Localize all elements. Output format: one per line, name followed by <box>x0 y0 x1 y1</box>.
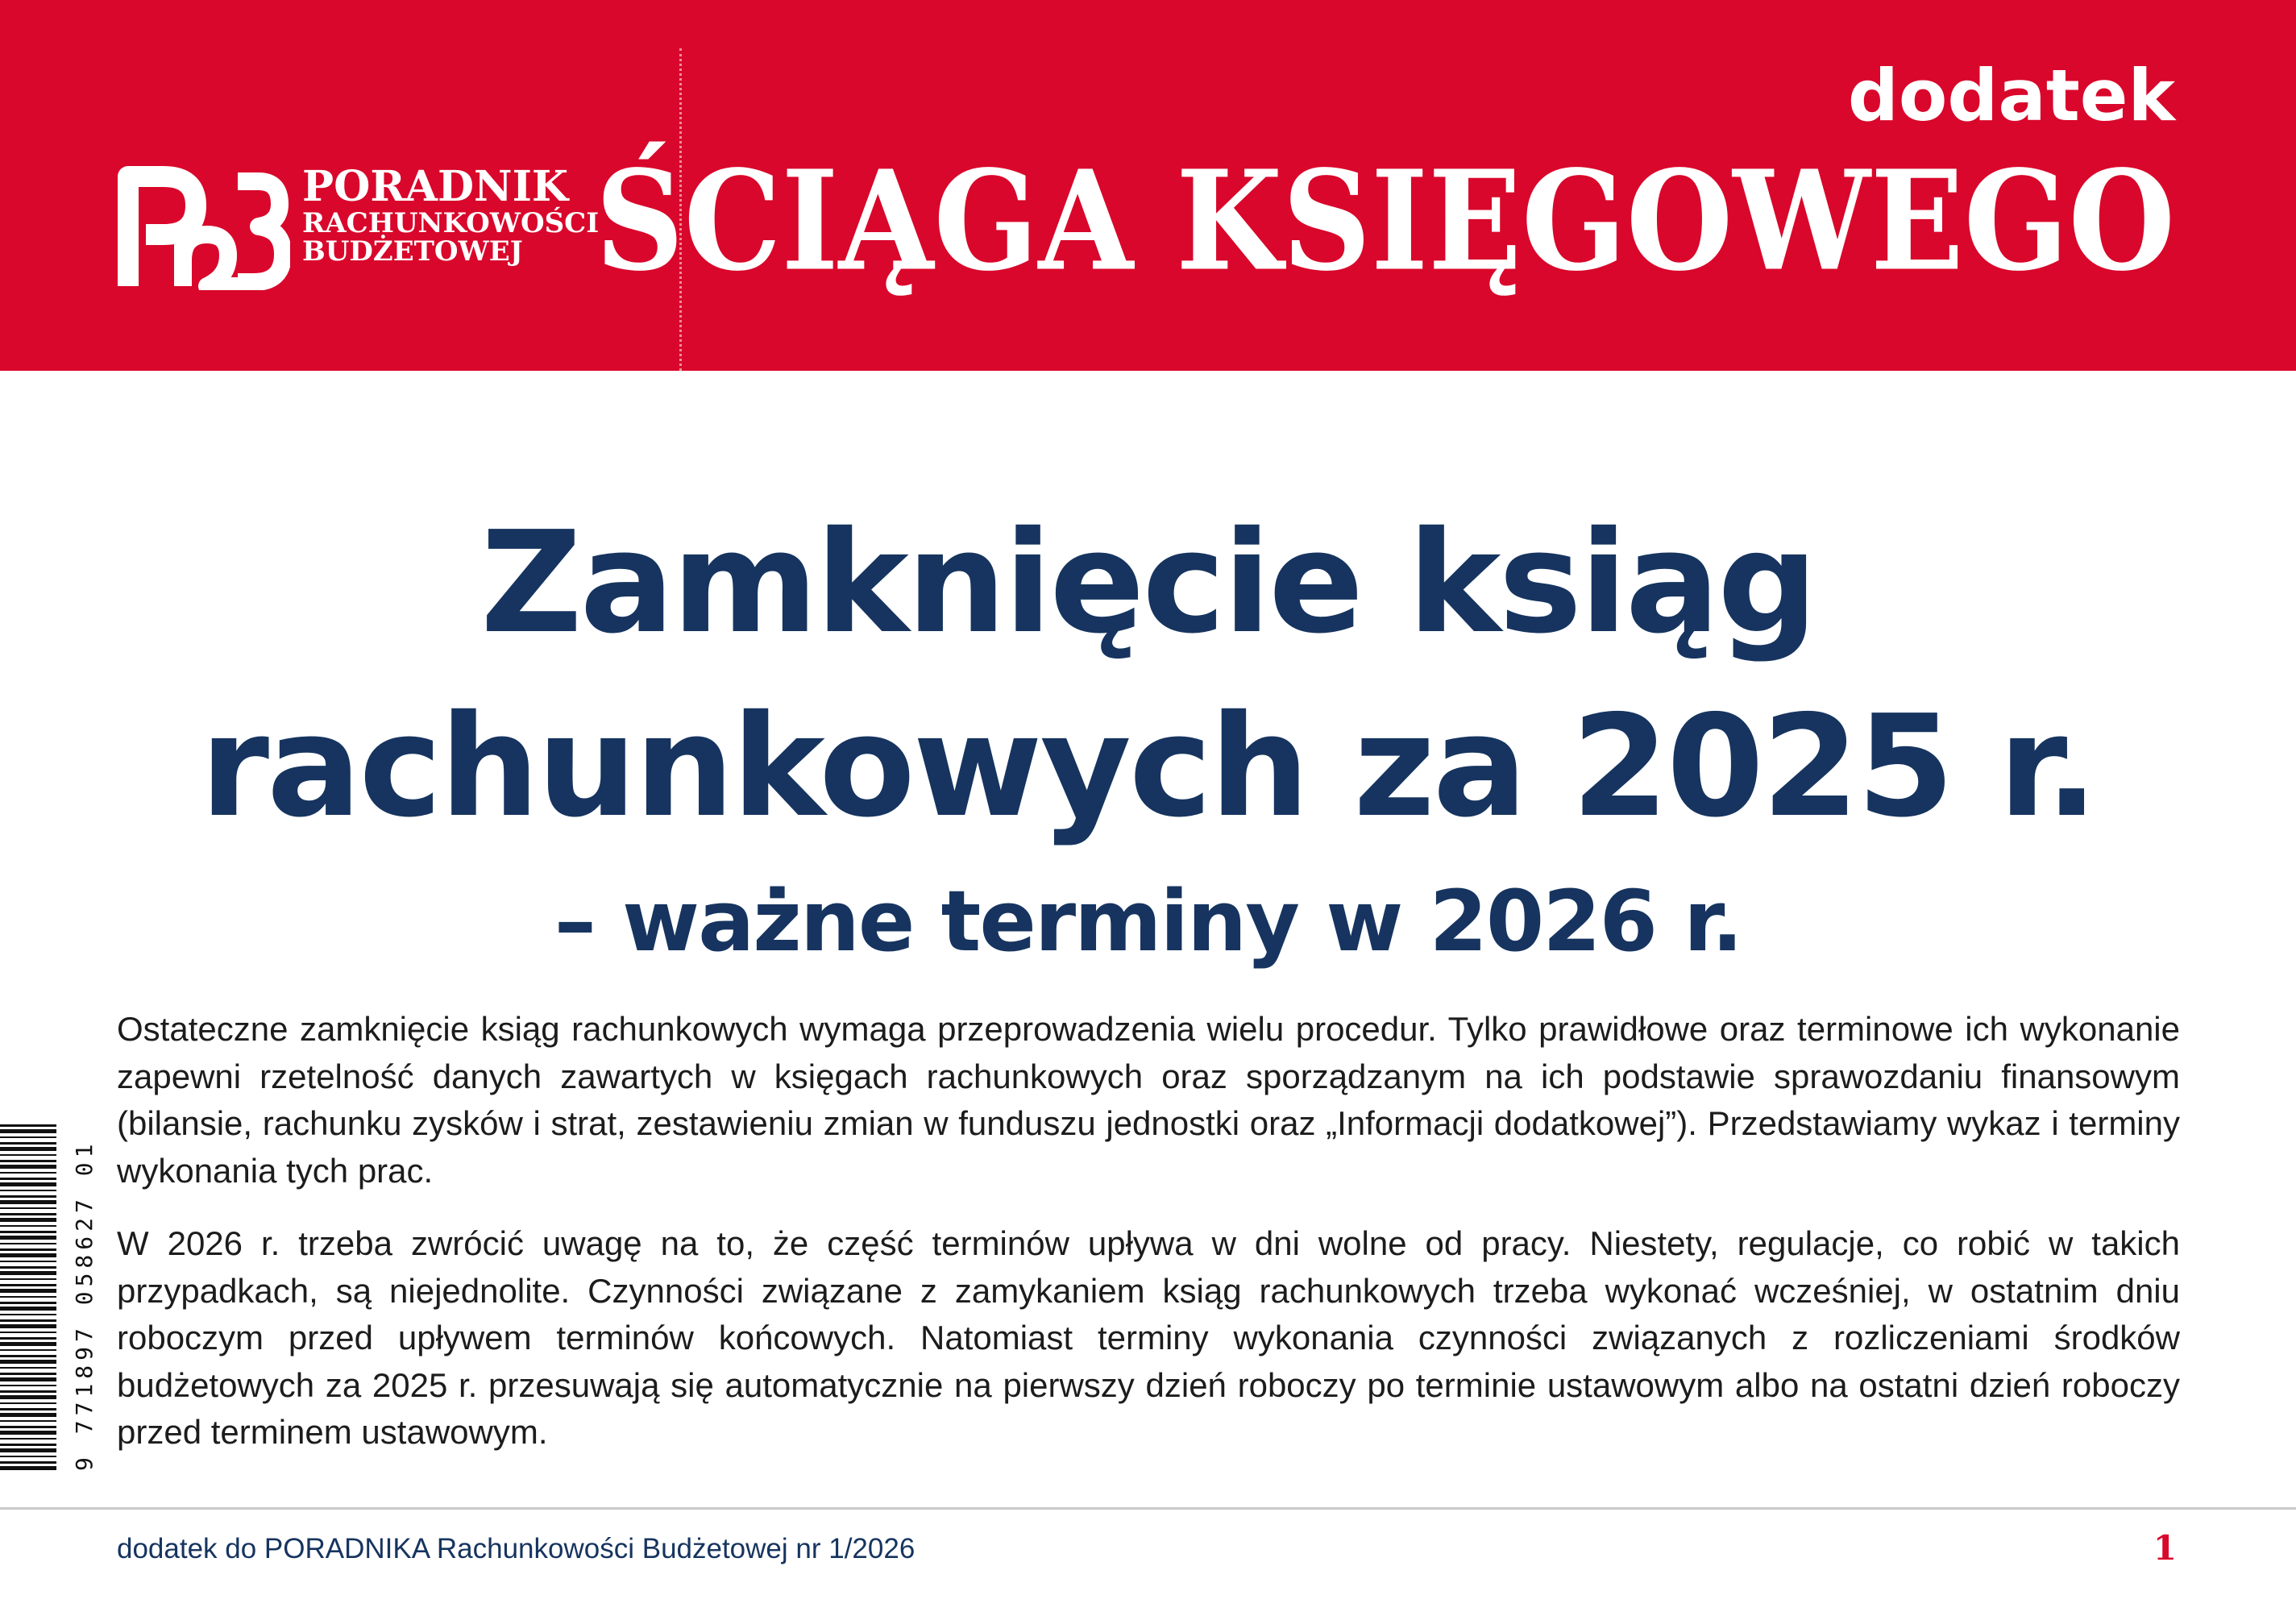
supplement-label: dodatek <box>1847 54 2175 137</box>
prb-logo-icon <box>117 165 290 290</box>
intro-text <box>117 1006 2180 1482</box>
page-headline <box>0 492 2296 982</box>
header-banner <box>0 0 2296 371</box>
headline-subtitle: – ważne terminy w 2026 r. <box>554 872 1742 970</box>
barcode <box>0 1124 56 1471</box>
logo-line-rachunkowosci: RACHUNKOWOŚCI <box>302 206 600 239</box>
publication-logo <box>302 162 600 268</box>
logo-line-poradnik: PORADNIK <box>302 162 569 211</box>
supplement-title: ŚCIĄGA KSIĘGOWEGO <box>595 139 2175 301</box>
footer-caption: dodatek do PORADNIKA Rachunkowości Budżetowej nr 1/2026 <box>117 1533 915 1564</box>
headline-line-1: Zamknięcie ksiąg <box>480 501 1816 665</box>
page-number: 1 <box>2153 1528 2177 1568</box>
footer-rule <box>0 1507 2296 1510</box>
intro-paragraph-1: Ostateczne zamknięcie ksiąg rachunkowych wymaga przeprowadzenia wielu procedur. Tylko prawidłowe oraz terminowe ich wykonanie zapewni rzetelność danych zawartych w księgach rachunkowych oraz sporządzanym na ich podstawie sprawozdaniu finansowym (bilansie, rachunku zysków i strat, zestawieniu zmian w funduszu jednostki oraz „Informacji dodatkowej”). Przedstawiamy wykaz i terminy wykonania tych prac. <box>117 1010 2180 1190</box>
intro-paragraph-2: W 2026 r. trzeba zwrócić uwagę na to, że część terminów upływa w dni wolne od pracy. Niestety, regulacje, co robić w takich przypadkach, są niejednolite. Czynności związane z zamykaniem ksiąg rachunkowych trzeba wykonać wcześniej, w ostatnim dniu roboczym przed upływem terminów końcowych. Natomiast terminy wykonania czynności związanych z rozliczeniami środków budżetowych za 2025 r. przesuwają się automatycznie na pierwszy dzień roboczy po terminie ustawowym albo na ostatni dzień roboczy przed terminem ustawowym. <box>117 1224 2180 1451</box>
logo-line-budzetowej: BUDŻETOWEJ <box>302 235 523 268</box>
headline-line-2: rachunkowych za 2025 r. <box>200 685 2096 849</box>
barcode-digits: 9 771897 058627 01 <box>71 1139 98 1471</box>
